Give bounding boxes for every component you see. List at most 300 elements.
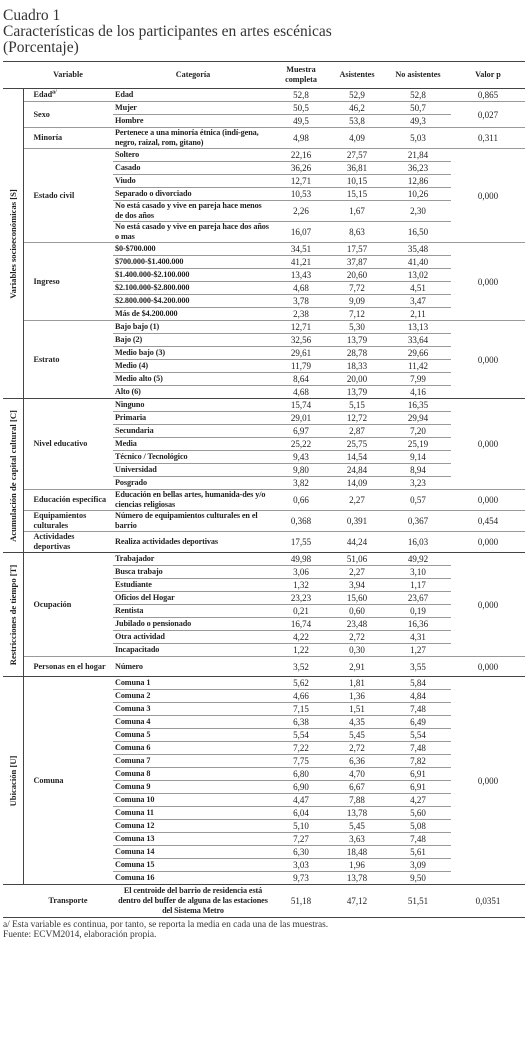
muestra-value: 25,22 — [273, 438, 329, 451]
asistentes-value: 47,12 — [329, 885, 385, 918]
no-asistentes-value: 1,17 — [385, 579, 451, 592]
group-label-tiempo — [3, 553, 23, 677]
no-asistentes-value: 6,91 — [385, 768, 451, 781]
no-asistentes-value: 13,13 — [385, 321, 451, 334]
p-value: 0,865 — [451, 89, 525, 102]
no-asistentes-value: 35,48 — [385, 243, 451, 256]
asistentes-value: 5,45 — [329, 820, 385, 833]
category-cell: Comuna 5 — [113, 729, 273, 742]
table-row — [3, 321, 525, 334]
no-asistentes-value: 33,64 — [385, 334, 451, 347]
category-cell: No está casado y vive en pareja hace menos de dos años — [113, 201, 273, 222]
category-cell: Medio (4) — [113, 360, 273, 373]
asistentes-value: 1,51 — [329, 703, 385, 716]
category-cell: Comuna 6 — [113, 742, 273, 755]
category-cell: Número — [113, 657, 273, 677]
group-label-text: Variables socioeconómicas [S] — [7, 188, 18, 299]
variable-label: Actividades deportivas — [33, 532, 75, 551]
no-asistentes-value: 29,94 — [385, 412, 451, 425]
category-cell: No está casado y vive en pareja hace dos años o mas — [113, 222, 273, 243]
muestra-value: 29,01 — [273, 412, 329, 425]
variable-educacion_esp — [23, 490, 113, 511]
variable-minoria — [23, 128, 113, 149]
no-asistentes-value: 50,7 — [385, 102, 451, 115]
category-cell: $2.800.000-$4.200.000 — [113, 295, 273, 308]
no-asistentes-value: 6,49 — [385, 716, 451, 729]
p-value: 0,027 — [451, 102, 525, 128]
muestra-value: 15,74 — [273, 399, 329, 412]
muestra-value: 23,23 — [273, 592, 329, 605]
group-label-ubicacion — [3, 677, 23, 885]
category-cell: Comuna 8 — [113, 768, 273, 781]
asistentes-value: 15,15 — [329, 188, 385, 201]
variable-sexo — [23, 102, 113, 128]
variable-label: Educación específica — [33, 495, 107, 504]
muestra-value: 22,16 — [273, 149, 329, 162]
muestra-value: 5,62 — [273, 677, 329, 690]
category-cell: Universidad — [113, 464, 273, 477]
category-cell: Trabajador — [113, 553, 273, 566]
table-row — [3, 149, 525, 162]
table-subtitle-unit: (Porcentaje) — [3, 39, 79, 56]
table-row — [3, 89, 525, 102]
muestra-value: 6,38 — [273, 716, 329, 729]
no-asistentes-value: 6,91 — [385, 781, 451, 794]
variable-label: Minoría — [33, 133, 63, 142]
no-asistentes-value: 3,55 — [385, 657, 451, 677]
muestra-value: 29,61 — [273, 347, 329, 360]
note-fuente: Fuente: ECVM2014, elaboración propia. — [3, 930, 157, 940]
variable-transporte: Transporte — [23, 885, 113, 918]
no-asistentes-value: 3,10 — [385, 566, 451, 579]
asistentes-value: 1,67 — [329, 201, 385, 222]
p-value: 0,000 — [451, 399, 525, 490]
asistentes-value: 1,36 — [329, 690, 385, 703]
muestra-value: 49,98 — [273, 553, 329, 566]
muestra-value: 4,22 — [273, 631, 329, 644]
category-cell: Secundaria — [113, 425, 273, 438]
table-caption — [0, 0, 528, 56]
asistentes-value: 5,45 — [329, 729, 385, 742]
muestra-value: 2,26 — [273, 201, 329, 222]
muestra-value: 51,18 — [273, 885, 329, 918]
asistentes-value: 2,72 — [329, 631, 385, 644]
category-cell: Educación en bellas artes, humanida-des y/o ciencias religiosas — [113, 490, 273, 511]
no-asistentes-value: 5,61 — [385, 846, 451, 859]
muestra-value: 50,5 — [273, 102, 329, 115]
no-asistentes-value: 16,35 — [385, 399, 451, 412]
no-asistentes-value: 49,92 — [385, 553, 451, 566]
no-asistentes-value: 4,84 — [385, 690, 451, 703]
no-asistentes-value: 16,50 — [385, 222, 451, 243]
variable-ocupacion — [23, 553, 113, 657]
muestra-value: 6,97 — [273, 425, 329, 438]
no-asistentes-value: 4,27 — [385, 794, 451, 807]
muestra-value: 3,03 — [273, 859, 329, 872]
asistentes-value: 3,63 — [329, 833, 385, 846]
category-cell: Realiza actividades deportivas — [113, 532, 273, 553]
variable-label: Estrato — [33, 354, 60, 364]
header-row — [3, 62, 525, 89]
table-title: Cuadro 1 — [3, 7, 61, 24]
table-row — [3, 128, 525, 149]
category-cell: Comuna 15 — [113, 859, 273, 872]
p-value: 0,000 — [451, 657, 525, 677]
category-cell: Medio alto (5) — [113, 373, 273, 386]
no-asistentes-value: 16,03 — [385, 532, 451, 553]
category-cell: Bajo bajo (1) — [113, 321, 273, 334]
muestra-value: 0,368 — [273, 511, 329, 532]
header-valor-p: Valor p — [451, 62, 525, 89]
no-asistentes-value: 29,66 — [385, 347, 451, 360]
muestra-value: 0,66 — [273, 490, 329, 511]
asistentes-value: 0,30 — [329, 644, 385, 657]
muestra-value: 16,74 — [273, 618, 329, 631]
table-row — [3, 677, 525, 690]
variable-label: Nivel educativo — [33, 439, 88, 448]
asistentes-value: 6,67 — [329, 781, 385, 794]
asistentes-value: 14,09 — [329, 477, 385, 490]
group-label-capital — [3, 399, 23, 553]
asistentes-value: 15,60 — [329, 592, 385, 605]
variable-label: Comuna — [33, 775, 64, 785]
no-asistentes-value: 11,42 — [385, 360, 451, 373]
category-cell: Comuna 4 — [113, 716, 273, 729]
p-value: 0,000 — [451, 243, 525, 321]
category-cell: Jubilado o pensionado — [113, 618, 273, 631]
asistentes-value: 36,81 — [329, 162, 385, 175]
category-cell: Primaria — [113, 412, 273, 425]
asistentes-value: 1,96 — [329, 859, 385, 872]
variable-educativo — [23, 399, 113, 490]
category-cell: Incapacitado — [113, 644, 273, 657]
no-asistentes-value: 7,48 — [385, 703, 451, 716]
no-asistentes-value: 16,36 — [385, 618, 451, 631]
muestra-value: 49,5 — [273, 115, 329, 128]
table-row — [3, 532, 525, 553]
no-asistentes-value: 10,26 — [385, 188, 451, 201]
header-group — [3, 62, 23, 89]
category-cell: Mujer — [113, 102, 273, 115]
category-cell: Hombre — [113, 115, 273, 128]
muestra-value: 41,21 — [273, 256, 329, 269]
muestra-value: 4,98 — [273, 128, 329, 149]
group-label-empty — [3, 885, 23, 918]
muestra-value: 4,68 — [273, 282, 329, 295]
category-cell: Comuna 1 — [113, 677, 273, 690]
no-asistentes-value: 0,57 — [385, 490, 451, 511]
p-value: 0,000 — [451, 553, 525, 657]
variable-actividades — [23, 532, 113, 553]
category-cell: Alto (6) — [113, 386, 273, 399]
no-asistentes-value: 21,84 — [385, 149, 451, 162]
category-cell: Comuna 13 — [113, 833, 273, 846]
muestra-value: 36,26 — [273, 162, 329, 175]
variable-personas — [23, 657, 113, 677]
muestra-value: 7,22 — [273, 742, 329, 755]
category-cell: $0-$700.000 — [113, 243, 273, 256]
table-row — [3, 490, 525, 511]
table-row — [3, 553, 525, 566]
variable-label: Personas en el hogar — [33, 661, 106, 671]
p-value: 0,454 — [451, 511, 525, 532]
header-no-asistentes: No asistentes — [385, 62, 451, 89]
muestra-value: 4,47 — [273, 794, 329, 807]
p-value: 0,000 — [451, 490, 525, 511]
variable-estado_civil — [23, 149, 113, 243]
asistentes-value: 7,88 — [329, 794, 385, 807]
variable-label: Sexo — [33, 109, 50, 119]
p-value: 0,000 — [451, 677, 525, 885]
category-cell: Oficios del Hogar — [113, 592, 273, 605]
no-asistentes-value: 36,23 — [385, 162, 451, 175]
p-value: 0,311 — [451, 128, 525, 149]
category-cell: Comuna 9 — [113, 781, 273, 794]
no-asistentes-value: 49,3 — [385, 115, 451, 128]
no-asistentes-value: 4,16 — [385, 386, 451, 399]
asistentes-value: 44,24 — [329, 532, 385, 553]
category-cell: $700.000-$1.400.000 — [113, 256, 273, 269]
asistentes-value: 9,09 — [329, 295, 385, 308]
table-row — [3, 399, 525, 412]
muestra-value: 6,30 — [273, 846, 329, 859]
category-cell: Técnico / Tecnológico — [113, 451, 273, 464]
asistentes-value: 0,60 — [329, 605, 385, 618]
no-asistentes-value: 51,51 — [385, 885, 451, 918]
asistentes-value: 18,48 — [329, 846, 385, 859]
table-row — [3, 102, 525, 115]
muestra-value: 16,07 — [273, 222, 329, 243]
asistentes-value: 0,391 — [329, 511, 385, 532]
variable-edad — [23, 89, 113, 102]
table-row — [3, 657, 525, 677]
category-cell: Media — [113, 438, 273, 451]
group-label-text: Restricciones de tiempo [T] — [7, 564, 18, 665]
no-asistentes-value: 7,82 — [385, 755, 451, 768]
asistentes-value: 17,57 — [329, 243, 385, 256]
asistentes-value: 2,27 — [329, 490, 385, 511]
asistentes-value: 6,36 — [329, 755, 385, 768]
muestra-value: 9,73 — [273, 872, 329, 885]
no-asistentes-value: 7,20 — [385, 425, 451, 438]
muestra-value: 12,71 — [273, 175, 329, 188]
no-asistentes-value: 0,367 — [385, 511, 451, 532]
asistentes-value: 1,81 — [329, 677, 385, 690]
no-asistentes-value: 5,84 — [385, 677, 451, 690]
category-cell: Comuna 14 — [113, 846, 273, 859]
header-asistentes: Asistentes — [329, 62, 385, 89]
asistentes-value: 2,87 — [329, 425, 385, 438]
muestra-value: 9,43 — [273, 451, 329, 464]
category-cell: Estudiante — [113, 579, 273, 592]
asistentes-value: 13,79 — [329, 334, 385, 347]
table-row-transporte — [3, 885, 525, 918]
asistentes-value: 23,48 — [329, 618, 385, 631]
header-muestra: Muestra completa — [273, 62, 329, 89]
no-asistentes-value: 2,30 — [385, 201, 451, 222]
category-cell: Número de equipamientos culturales en el barrio — [113, 511, 273, 532]
category-cell: Comuna 2 — [113, 690, 273, 703]
category-cell: Comuna 12 — [113, 820, 273, 833]
asistentes-value: 27,57 — [329, 149, 385, 162]
asistentes-value: 24,84 — [329, 464, 385, 477]
muestra-value: 7,15 — [273, 703, 329, 716]
category-cell: Medio bajo (3) — [113, 347, 273, 360]
asistentes-value: 53,8 — [329, 115, 385, 128]
no-asistentes-value: 5,03 — [385, 128, 451, 149]
category-cell: $2.100.000-$2.800.000 — [113, 282, 273, 295]
no-asistentes-value: 9,14 — [385, 451, 451, 464]
muestra-value: 10,53 — [273, 188, 329, 201]
asistentes-value: 13,78 — [329, 872, 385, 885]
variable-ingreso — [23, 243, 113, 321]
asistentes-value: 51,06 — [329, 553, 385, 566]
variable-label: Edad — [33, 90, 53, 99]
variable-footnote-mark: a/ — [52, 89, 57, 96]
table-row — [3, 511, 525, 532]
variable-comuna — [23, 677, 113, 885]
table-row — [3, 243, 525, 256]
no-asistentes-value: 3,47 — [385, 295, 451, 308]
no-asistentes-value: 52,8 — [385, 89, 451, 102]
no-asistentes-value: 3,23 — [385, 477, 451, 490]
no-asistentes-value: 13,02 — [385, 269, 451, 282]
variable-label: Equipamientos culturales — [33, 511, 87, 530]
category-cell: Soltero — [113, 149, 273, 162]
group-label-text: Ubicación [U] — [7, 755, 18, 806]
category-cell: Comuna 10 — [113, 794, 273, 807]
category-cell: Comuna 16 — [113, 872, 273, 885]
category-cell: Más de $4.200.000 — [113, 308, 273, 321]
no-asistentes-value: 0,19 — [385, 605, 451, 618]
asistentes-value: 4,09 — [329, 128, 385, 149]
category-cell: Comuna 3 — [113, 703, 273, 716]
category-cell: Posgrado — [113, 477, 273, 490]
asistentes-value: 2,72 — [329, 742, 385, 755]
muestra-value: 52,8 — [273, 89, 329, 102]
no-asistentes-value: 2,11 — [385, 308, 451, 321]
asistentes-value: 13,78 — [329, 807, 385, 820]
asistentes-value: 10,15 — [329, 175, 385, 188]
muestra-value: 2,38 — [273, 308, 329, 321]
no-asistentes-value: 9,50 — [385, 872, 451, 885]
asistentes-value: 14,54 — [329, 451, 385, 464]
no-asistentes-value: 23,67 — [385, 592, 451, 605]
p-value: 0,0351 — [451, 885, 525, 918]
muestra-value: 4,66 — [273, 690, 329, 703]
muestra-value: 6,90 — [273, 781, 329, 794]
asistentes-value: 13,79 — [329, 386, 385, 399]
variable-label: Ocupación — [33, 599, 72, 609]
no-asistentes-value: 4,31 — [385, 631, 451, 644]
variable-estrato — [23, 321, 113, 399]
no-asistentes-value: 1,27 — [385, 644, 451, 657]
variable-equipamientos — [23, 511, 113, 532]
muestra-value: 1,32 — [273, 579, 329, 592]
asistentes-value: 52,9 — [329, 89, 385, 102]
variable-label: Estado civil — [33, 190, 75, 200]
asistentes-value: 4,70 — [329, 768, 385, 781]
p-value: 0,000 — [451, 149, 525, 243]
muestra-value: 32,56 — [273, 334, 329, 347]
muestra-value: 7,75 — [273, 755, 329, 768]
category-cell: Viudo — [113, 175, 273, 188]
no-asistentes-value: 7,48 — [385, 742, 451, 755]
asistentes-value: 46,2 — [329, 102, 385, 115]
participants-table — [3, 61, 525, 918]
asistentes-value: 8,63 — [329, 222, 385, 243]
table-notes — [0, 918, 528, 940]
category-cell: $1.400.000-$2.100.000 — [113, 269, 273, 282]
table-subtitle: Características de los participantes en artes escénicas — [3, 23, 332, 40]
category-cell: Edad — [113, 89, 273, 102]
category-cell: Otra actividad — [113, 631, 273, 644]
muestra-value: 5,54 — [273, 729, 329, 742]
asistentes-value: 3,94 — [329, 579, 385, 592]
asistentes-value: 2,27 — [329, 566, 385, 579]
category-cell: Pertenece a una minoría étnica (indí-gena, negro, raizal, rom, gitano) — [113, 128, 273, 149]
muestra-value: 11,79 — [273, 360, 329, 373]
category-cell: Bajo (2) — [113, 334, 273, 347]
no-asistentes-value: 12,86 — [385, 175, 451, 188]
variable-label: Ingreso — [33, 276, 60, 286]
asistentes-value: 7,72 — [329, 282, 385, 295]
group-label-socio — [3, 89, 23, 399]
asistentes-value: 5,15 — [329, 399, 385, 412]
muestra-value: 0,21 — [273, 605, 329, 618]
muestra-value: 13,43 — [273, 269, 329, 282]
category-cell: Ninguno — [113, 399, 273, 412]
muestra-value: 8,64 — [273, 373, 329, 386]
p-value: 0,000 — [451, 321, 525, 399]
header-categoria: Categoría — [113, 62, 273, 89]
asistentes-value: 2,91 — [329, 657, 385, 677]
muestra-value: 17,55 — [273, 532, 329, 553]
category-cell: Busca trabajo — [113, 566, 273, 579]
no-asistentes-value: 41,40 — [385, 256, 451, 269]
header-variable: Variable — [23, 62, 113, 89]
category-cell: Rentista — [113, 605, 273, 618]
asistentes-value: 7,12 — [329, 308, 385, 321]
no-asistentes-value: 8,94 — [385, 464, 451, 477]
muestra-value: 6,80 — [273, 768, 329, 781]
category-cell: Comuna 7 — [113, 755, 273, 768]
no-asistentes-value: 7,48 — [385, 833, 451, 846]
muestra-value: 7,27 — [273, 833, 329, 846]
asistentes-value: 20,00 — [329, 373, 385, 386]
asistentes-value: 12,72 — [329, 412, 385, 425]
p-value: 0,000 — [451, 532, 525, 553]
asistentes-value: 25,75 — [329, 438, 385, 451]
asistentes-value: 37,87 — [329, 256, 385, 269]
note-a: a/ Esta variable es continua, por tanto, se reporta la media en cada una de las muestras. — [3, 920, 329, 930]
asistentes-value: 20,60 — [329, 269, 385, 282]
muestra-value: 12,71 — [273, 321, 329, 334]
asistentes-value: 5,30 — [329, 321, 385, 334]
group-label-text: Acumulación de capital cultural [C] — [7, 409, 18, 542]
muestra-value: 4,68 — [273, 386, 329, 399]
no-asistentes-value: 5,08 — [385, 820, 451, 833]
muestra-value: 3,52 — [273, 657, 329, 677]
no-asistentes-value: 4,51 — [385, 282, 451, 295]
no-asistentes-value: 5,60 — [385, 807, 451, 820]
muestra-value: 9,80 — [273, 464, 329, 477]
category-cell: Casado — [113, 162, 273, 175]
muestra-value: 34,51 — [273, 243, 329, 256]
no-asistentes-value: 5,54 — [385, 729, 451, 742]
category-cell: Comuna 11 — [113, 807, 273, 820]
muestra-value: 3,78 — [273, 295, 329, 308]
